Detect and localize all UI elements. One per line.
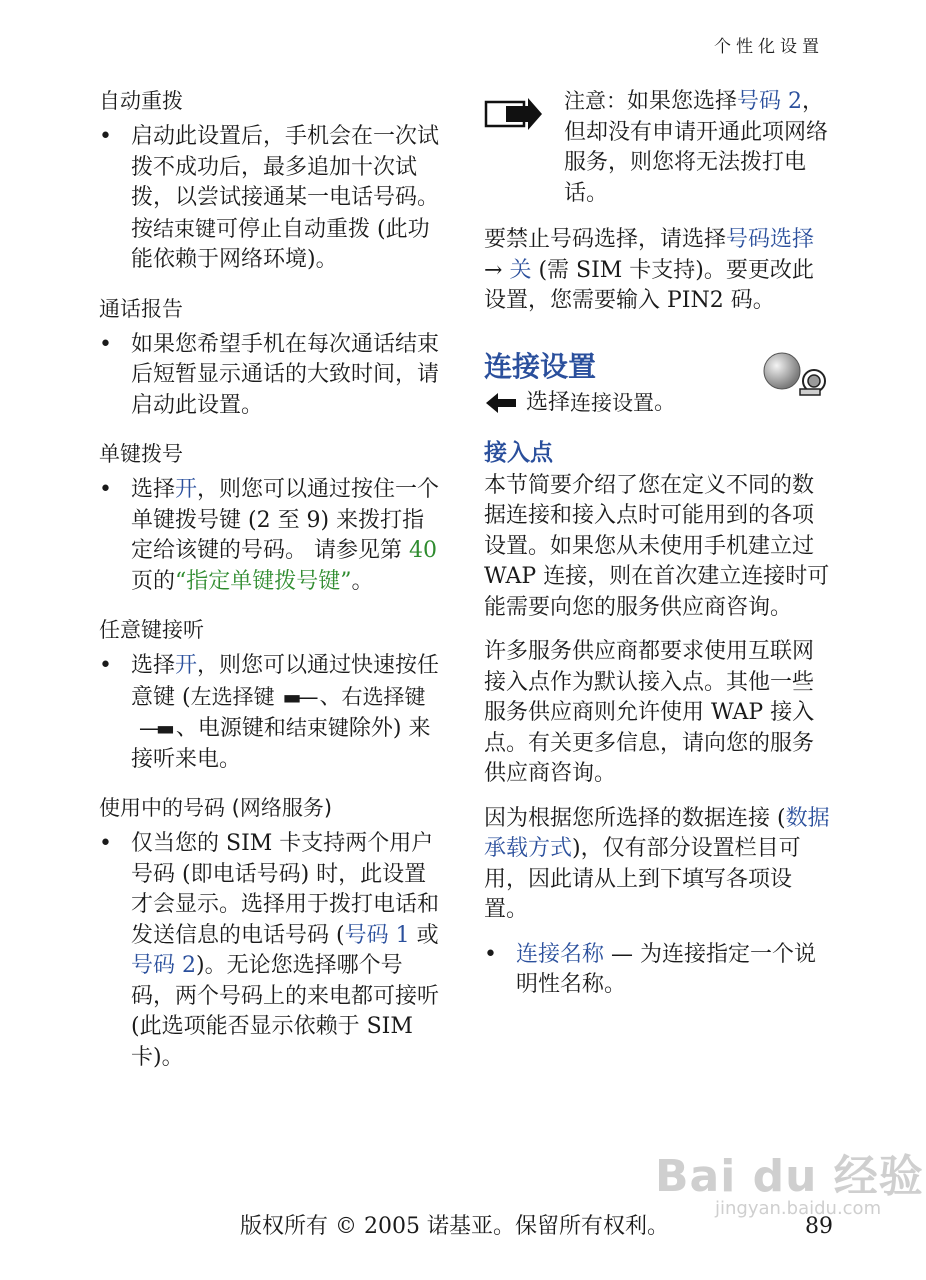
section-speed-dial	[99, 439, 444, 597]
running-header: 个性化设置	[714, 37, 824, 57]
option-number-2: 号码 2	[737, 89, 803, 114]
option-number-1: 号码 1	[344, 922, 410, 948]
paragraph: 许多服务供应商都要求使用互联网接入点作为默认接入点。其他一些服务供应商则允许使用 WAP 接入点。有关更多信息，请向您的服务供应商咨询。	[484, 639, 815, 786]
number-selection-paragraph: 要禁止号码选择，请选择号码选择 → 关 (需 SIM 卡支持)。要更改此设置，您需要输入 PIN2 码。	[484, 227, 815, 313]
list-item: • 如果您希望手机在每次通话结束后短暂显示通话的大致时间，请启动此设置。	[99, 330, 444, 422]
right-column	[484, 86, 832, 1019]
select-instruction: 选择 连接设置 。	[484, 387, 832, 419]
option-on: 开	[175, 653, 198, 678]
section-heading: 单键拨号	[99, 442, 183, 466]
access-point-title: 接入点	[484, 439, 553, 466]
option-number-2: 号码 2	[131, 953, 196, 978]
bullet-dot: •	[484, 941, 497, 967]
bullet-dot: •	[99, 124, 112, 149]
right-select-key-label: 右选择键	[341, 684, 426, 709]
left-select-key-label: 左选择键	[190, 684, 275, 709]
watermark-url: jingyan.baidu.com	[715, 1198, 882, 1219]
page-ref-number[interactable]: 40	[409, 538, 437, 563]
section-heading: 自动重拨	[99, 89, 183, 113]
connection-settings-label: 连接设置	[570, 390, 655, 415]
section-number-in-use	[99, 793, 444, 1073]
end-key-label: 结束键	[153, 216, 217, 241]
watermark-brand: Bai du 经验	[655, 1151, 924, 1202]
section-call-report	[99, 294, 444, 422]
right-select-key-icon: —▬	[139, 716, 172, 740]
section-any-key-answer	[99, 615, 444, 775]
end-key-label: 结束键	[285, 716, 349, 740]
bullet-dot: •	[99, 831, 112, 856]
list-item: • 连接名称 — 为连接指定一个说明性名称。	[484, 940, 832, 1001]
note-label: 注意：	[564, 89, 627, 113]
list-item: • 选择开，则您可以通过快速按任意键 (左选择键 ▬— 、右选择键—▬ 、电源键和结束键除外) 来接听来电。	[99, 651, 444, 775]
option-number-selection: 号码选择	[726, 227, 815, 252]
list-item: • 启动此设置后，手机会在一次试拨不成功后，最多追加十次试拨，以尝试接通某一电话号码。按结束键可停止自动重拨 (此功能依赖于网络环境)。	[99, 122, 444, 276]
option-on: 开	[175, 477, 198, 502]
note-arrow-icon	[484, 86, 564, 209]
section-auto-redial	[99, 86, 444, 276]
connection-settings-title: 连接设置	[484, 347, 832, 387]
left-column	[99, 86, 444, 1091]
section-heading: 任意键接听	[99, 618, 204, 642]
copyright-footer: 版权所有 © 2005 诺基亚。保留所有权利。	[240, 1214, 669, 1239]
paragraph: 本节简要介绍了您在定义不同的数据连接和接入点时可能用到的各项设置。如果您从未使用手机建立过 WAP 连接，则在首次建立连接时可能需要向您的服务供应商咨询。	[484, 472, 830, 620]
cross-reference-link[interactable]: “指定单键拨号键”	[175, 568, 352, 594]
option-data-bearer: 数据承载方式	[484, 805, 830, 861]
left-select-key-icon: ▬—	[282, 684, 316, 709]
globe-key-icon	[760, 351, 832, 412]
bullet-dot: •	[99, 477, 112, 502]
list-item: • 选择开，则您可以通过按住一个单键拨号键 (2 至 9) 来拨打指定给该键的号码。 请参见第 40 页的“指定单键拨号键”。	[99, 475, 444, 597]
paragraph: 因为根据您所选择的数据连接 (数据承载方式)，仅有部分设置栏目可用，因此请从上到下填写各项设置。	[484, 805, 830, 922]
section-heading: 使用中的号码 (网络服务)	[99, 796, 333, 820]
option-off: 关	[509, 257, 532, 283]
bullet-dot: •	[99, 331, 112, 357]
page-number: 89	[805, 1214, 833, 1239]
note-box: 注意：如果您选择号码 2，但却没有申请开通此项网络服务，则您将无法拨打电话。	[484, 86, 832, 209]
option-connection-name: 连接名称	[516, 941, 605, 967]
select-arrow-icon	[484, 391, 518, 415]
list-item: • 仅当您的 SIM 卡支持两个用户号码 (即电话号码) 时，此设置才会显示。选择用于拨打电话和发送信息的电话号码 (号码 1 或号码 2)。无论您选择哪个号码，两个号码上的来电都可接听 (此选项能否显示依赖于 SIM 卡)。	[99, 829, 444, 1073]
section-heading: 通话报告	[99, 296, 183, 321]
bullet-dot: •	[99, 653, 112, 678]
baidu-watermark	[655, 1140, 924, 1219]
